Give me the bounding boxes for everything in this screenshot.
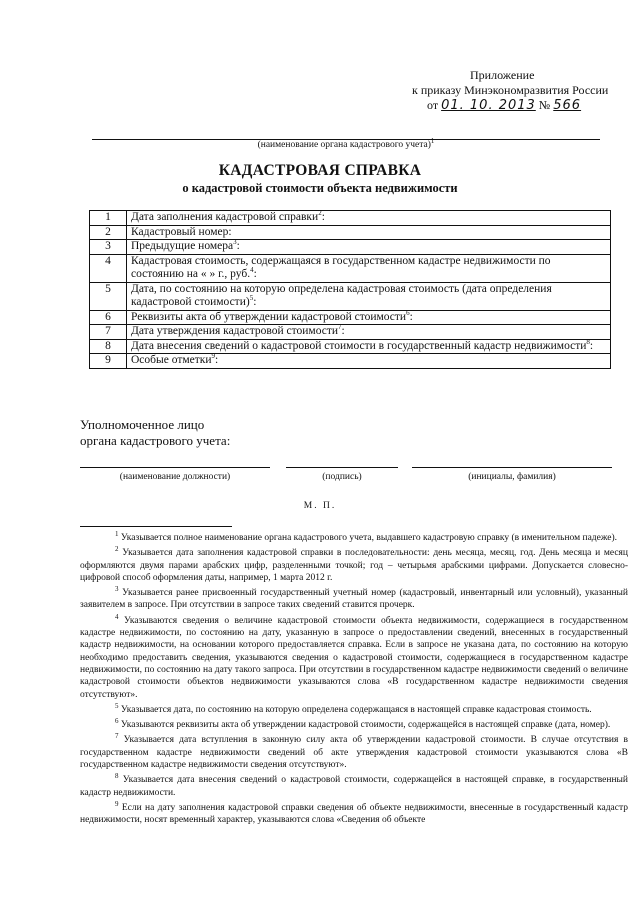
date-prefix: от	[427, 98, 439, 112]
footnote-ref: 8	[586, 337, 590, 346]
footnote-number: 9	[115, 799, 119, 808]
row-colon: :	[589, 339, 594, 352]
row-label: Дата заполнения кадастровой справки	[131, 211, 319, 223]
footnote	[80, 529, 628, 544]
row-field	[127, 254, 611, 282]
footnote-ref: 9	[211, 352, 215, 361]
row-label: Дата, по состоянию на которую определена кадастровая стоимость (дата определения кадастровой стоимости)	[131, 282, 552, 308]
row-field	[127, 211, 611, 226]
row-label: Кадастровая стоимость, содержащаяся в государственном кадастре недвижимости по состоянию на « » г., руб.	[131, 254, 551, 280]
row-field	[127, 282, 611, 310]
appendix-block	[400, 68, 630, 113]
row-number: 5	[90, 282, 127, 310]
row-colon: :	[236, 240, 240, 252]
row-label: Предыдущие номера	[131, 240, 234, 252]
row-label: Реквизиты акта об утверждении кадастровой стоимости	[131, 310, 407, 323]
table-row	[90, 225, 611, 240]
row-number: 3	[90, 240, 127, 255]
footnote-ref: 2	[318, 209, 322, 218]
footnote	[80, 734, 628, 771]
footnote-text: Если на дату заполнения кадастровой справки сведения об объекте недвижимости, внесенные в государственный кадастр недвижимости, носят временный характер, указываются слова «Сведения об объекте	[80, 802, 629, 826]
row-colon: :	[253, 296, 257, 308]
footnote-ref: 7	[338, 323, 342, 332]
footnote	[80, 587, 628, 612]
authorized-line-1: Уполномоченное лицо	[80, 417, 205, 432]
row-colon: :	[321, 211, 325, 223]
row-label: Дата внесения сведений о кадастровой стоимости в государственный кадастр недвижимости	[131, 339, 587, 352]
footnote	[80, 719, 628, 731]
appendix-order: к приказу Минэкономразвития России	[412, 83, 609, 97]
footnote-number: 8	[115, 772, 119, 781]
row-number: 6	[90, 310, 127, 325]
footnote-ref: 6	[406, 308, 410, 317]
footnote-text: Указывается полное наименование органа кадастрового учета, выдавшего кадастровую справку (в именительном падеже).	[120, 533, 618, 543]
footnote	[80, 799, 629, 827]
footnote-ref: 4	[250, 266, 254, 275]
table-row	[90, 240, 611, 255]
row-number: 8	[90, 339, 127, 354]
position-line	[80, 467, 270, 468]
footnote-ref: 1	[430, 136, 435, 145]
footnotes	[80, 529, 629, 830]
signature-caption: (подпись)	[322, 472, 362, 482]
footnote-text: Указывается ранее присвоенный государственный учетный номер (кадастровый, инвентарный или условный), указанный заявителем в запросе. При отсутствии в запросе таких сведений ставится прочерк.	[80, 588, 629, 611]
row-colon: :	[253, 268, 257, 280]
footnote-text: Указывается дата заполнения кадастровой справки в последовательности: день месяца, месяц, год. День месяца и месяц оформляются двумя парами арабских цифр, разделенными точкой; год – четырьмя арабскими цифрами. Допускается словесно-цифровой способ оформления даты, например, 1 марта 2012 г.	[80, 548, 628, 583]
footnote-text: Указывается дата вступления в законную силу акта об утверждении кадастровой стоимости. В случае отсутствия в государственном кадастре недвижимости сведений об акте утверждения кадастровой стоимости указываются слова «В государственном кадастре недвижимости сведения отсутствуют».	[80, 735, 628, 771]
footnote-number: 6	[115, 717, 119, 725]
certificate-table	[89, 210, 611, 369]
table-row	[90, 325, 611, 340]
footnote	[80, 774, 628, 799]
footnote-ref: 5	[249, 294, 254, 303]
footnote-number: 4	[115, 612, 119, 621]
footnote-number: 2	[115, 545, 119, 554]
footnote-separator	[80, 526, 232, 527]
table-row	[90, 354, 611, 369]
row-label: Кадастровый номер:	[131, 225, 232, 238]
name-caption: (инициалы, фамилия)	[468, 472, 556, 482]
footnote-number: 7	[115, 732, 119, 741]
footnote-number: 5	[115, 701, 119, 710]
row-number: 9	[90, 354, 127, 369]
row-field	[127, 354, 611, 369]
organ-name-caption: (наименование органа кадастрового учета)$^1$	[257, 136, 435, 150]
footnote-number: 1	[115, 529, 119, 538]
authorized-person	[80, 417, 230, 449]
row-field	[127, 225, 611, 240]
footnote	[80, 701, 628, 716]
row-field	[127, 339, 611, 354]
row-number: 7	[90, 325, 127, 340]
footnote-number: 3	[115, 585, 119, 594]
position-caption: (наименование должности)	[119, 472, 231, 482]
row-label: Дата утверждения кадастровой стоимости	[131, 325, 339, 337]
row-colon: :	[409, 310, 413, 323]
row-field	[127, 310, 611, 325]
footnote-text: Указываются сведения о величине кадастровой стоимости объекта недвижимости, содержащиеся в государственном кадастре недвижимости, по состоянию на дату, указанную в запросе о предоставлении сведений, внесенных в государственный кадастр недвижимости, на основании которого предоставляется справка. Если в запросе не указана дата, по состоянию на которую необходимо предоставить сведения, указываются сведения о кадастровой стоимости, содержащиеся в государственном кадастре недвижимости, по состоянию на дату такого запроса. При отсутствии в государственном кадастре недвижимости сведений о величине кадастровой стоимости объектов недвижимости указываются слова «В государственном кадастре недвижимости сведения отсутствуют».	[80, 615, 629, 700]
footnote	[80, 612, 629, 701]
row-field	[127, 325, 611, 340]
footnote-text: Указываются реквизиты акта об утверждении кадастровой стоимости, содержащейся в настоящей справке (дата, номер).	[120, 720, 611, 731]
table-row	[90, 339, 611, 354]
footnote-text: Указывается дата внесения сведений о кадастровой стоимости, содержащейся в настоящей справке, в государственный кадастр недвижимости.	[80, 775, 629, 798]
row-label: Особые отметки	[131, 354, 212, 366]
row-number: 2	[90, 225, 127, 240]
appendix-date-number	[400, 98, 630, 113]
footnote-text: Указывается дата, по состоянию на которую определена содержащаяся в настоящей справке кадастровая стоимость.	[120, 704, 592, 715]
footnote	[80, 547, 628, 584]
table-row	[90, 282, 611, 310]
row-colon: :	[215, 354, 219, 366]
signature-line	[286, 467, 398, 468]
row-number: 1	[90, 211, 127, 226]
authorized-line-2: органа кадастрового учета:	[80, 433, 231, 448]
name-line	[412, 467, 612, 468]
handwritten-date: 01. 10. 2013	[441, 98, 536, 113]
table-row	[90, 310, 611, 325]
appendix-label: Приложение	[470, 68, 535, 82]
stamp-place: М. П.	[303, 501, 337, 511]
document-title: КАДАСТРОВАЯ СПРАВКА	[218, 162, 422, 179]
row-colon: :	[341, 325, 345, 337]
row-number: 4	[90, 254, 127, 282]
table-row	[90, 254, 611, 282]
table-row	[90, 211, 611, 226]
number-prefix: №	[538, 98, 551, 112]
row-field	[127, 240, 611, 255]
document-subtitle: о кадастровой стоимости объекта недвижимости	[182, 181, 458, 195]
handwritten-number: 566	[553, 98, 582, 113]
footnote-ref: 3	[233, 238, 237, 247]
